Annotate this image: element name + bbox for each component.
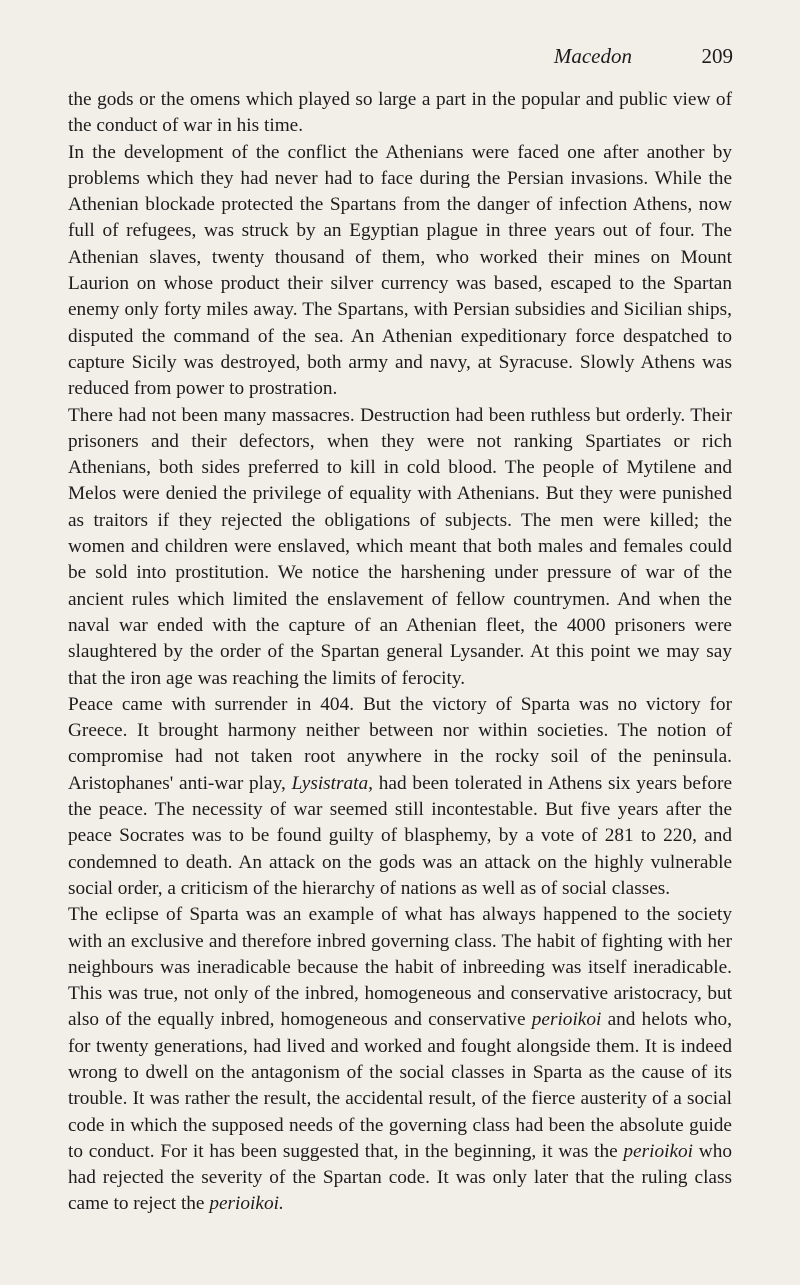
body-text: [68, 87, 732, 1218]
text-run: In the development of the conflict the Athenians were faced one after another by problems which they had never had to face during the Persian invasions. While the Athenian blockade protected the Spartans from the danger of infection Athens, now full of refugees, was struck by an Egyptian plague in three years out of four. The Athenian slaves, twenty thousand of them, who worked their mines on Mount Laurion on whose product their silver currency was based, escaped to the Spartan enemy only forty miles away. The Spartans, with Persian subsidies and Sicilian ships, disputed the command of the sea. An Athenian expeditionary force despatched to capture Sicily was destroyed, both army and navy, at Syracuse. Slowly Athens was reduced from power to prostration.: [68, 141, 732, 400]
text-run: There had not been many massacres. Destruction had been ruthless but orderly. Their prisoners and their defectors, when they were not ranking Spartiates or rich Athenians, both sides preferred to kill in cold blood. The people of Mytilene and Melos were denied the privilege of equality with Athenians. But they were punished as traitors if they rejected the obligations of subjects. The men were killed; the women and children were enslaved, which meant that both males and females could be sold into prostitution. We notice the harshening under pressure of war of the ancient rules which limited the enslavement of fellow countrymen. And when the naval war ended with the capture of an Athenian fleet, the 4000 prisoners were slaughtered by the order of the Spartan general Lysander. At this point we may say that the iron age was reaching the limits of ferocity.: [68, 404, 732, 689]
text-run: the gods or the omens which played so large a part in the popular and public view of the conduct of war in his time.: [68, 89, 732, 137]
paragraph: [68, 692, 732, 902]
paragraph: [68, 902, 732, 1218]
text-run: had been tolerated in Athens six years before the peace. The necessity of war seemed still incontestable. But five years after the peace Socrates was to be found guilty of blasphemy, by a vote of 281 to 220, and condemned to death. An attack on the gods was an attack on the highly vulnerable social order, a criticism of the hierarchy of nations as well as of social classes.: [68, 772, 732, 899]
italic-term: Lysistrata,: [291, 772, 373, 794]
italic-term: perioikoi: [531, 1009, 602, 1031]
running-title: Macedon: [553, 44, 632, 68]
italic-term: perioikoi.: [209, 1193, 284, 1215]
page-header: [0, 44, 800, 74]
italic-term: perioikoi: [623, 1140, 694, 1162]
paragraph: [68, 403, 732, 692]
text-run: Peace came with surrender in 404. But the victory of Sparta was no victory for Greece. It brought harmony neither between nor within societies. The notion of compromise had not taken root anywhere in the rocky soil of the peninsula. Aristophanes' anti-war play,: [68, 693, 732, 794]
paragraph: [68, 140, 732, 403]
page-number: 209: [701, 44, 733, 68]
text-run: and helots who, for twenty generations, had lived and worked and fought alongside them. It is indeed wrong to dwell on the antagonism of the social classes in Sparta as the cause of its trouble. It was rather the result, the accidental result, of the fierce austerity of a social code in which the supposed needs of the governing class had been the absolute guide to conduct. For it has been suggested that, in the beginning, it was the: [68, 1009, 732, 1162]
text-run: The eclipse of Sparta was an example of what has always happened to the society with an exclusive and therefore inbred governing class. The habit of fighting with her neighbours was ineradicable because the habit of inbreeding was itself ineradicable. This was true, not only of the inbred, homogeneous and conservative aristocracy, but also of the equally inbred, homogeneous and conservative: [68, 904, 732, 1031]
paragraph: [68, 87, 732, 140]
text-run: who had rejected the severity of the Spartan code. It was only later that the ruling class came to reject the: [68, 1140, 732, 1215]
